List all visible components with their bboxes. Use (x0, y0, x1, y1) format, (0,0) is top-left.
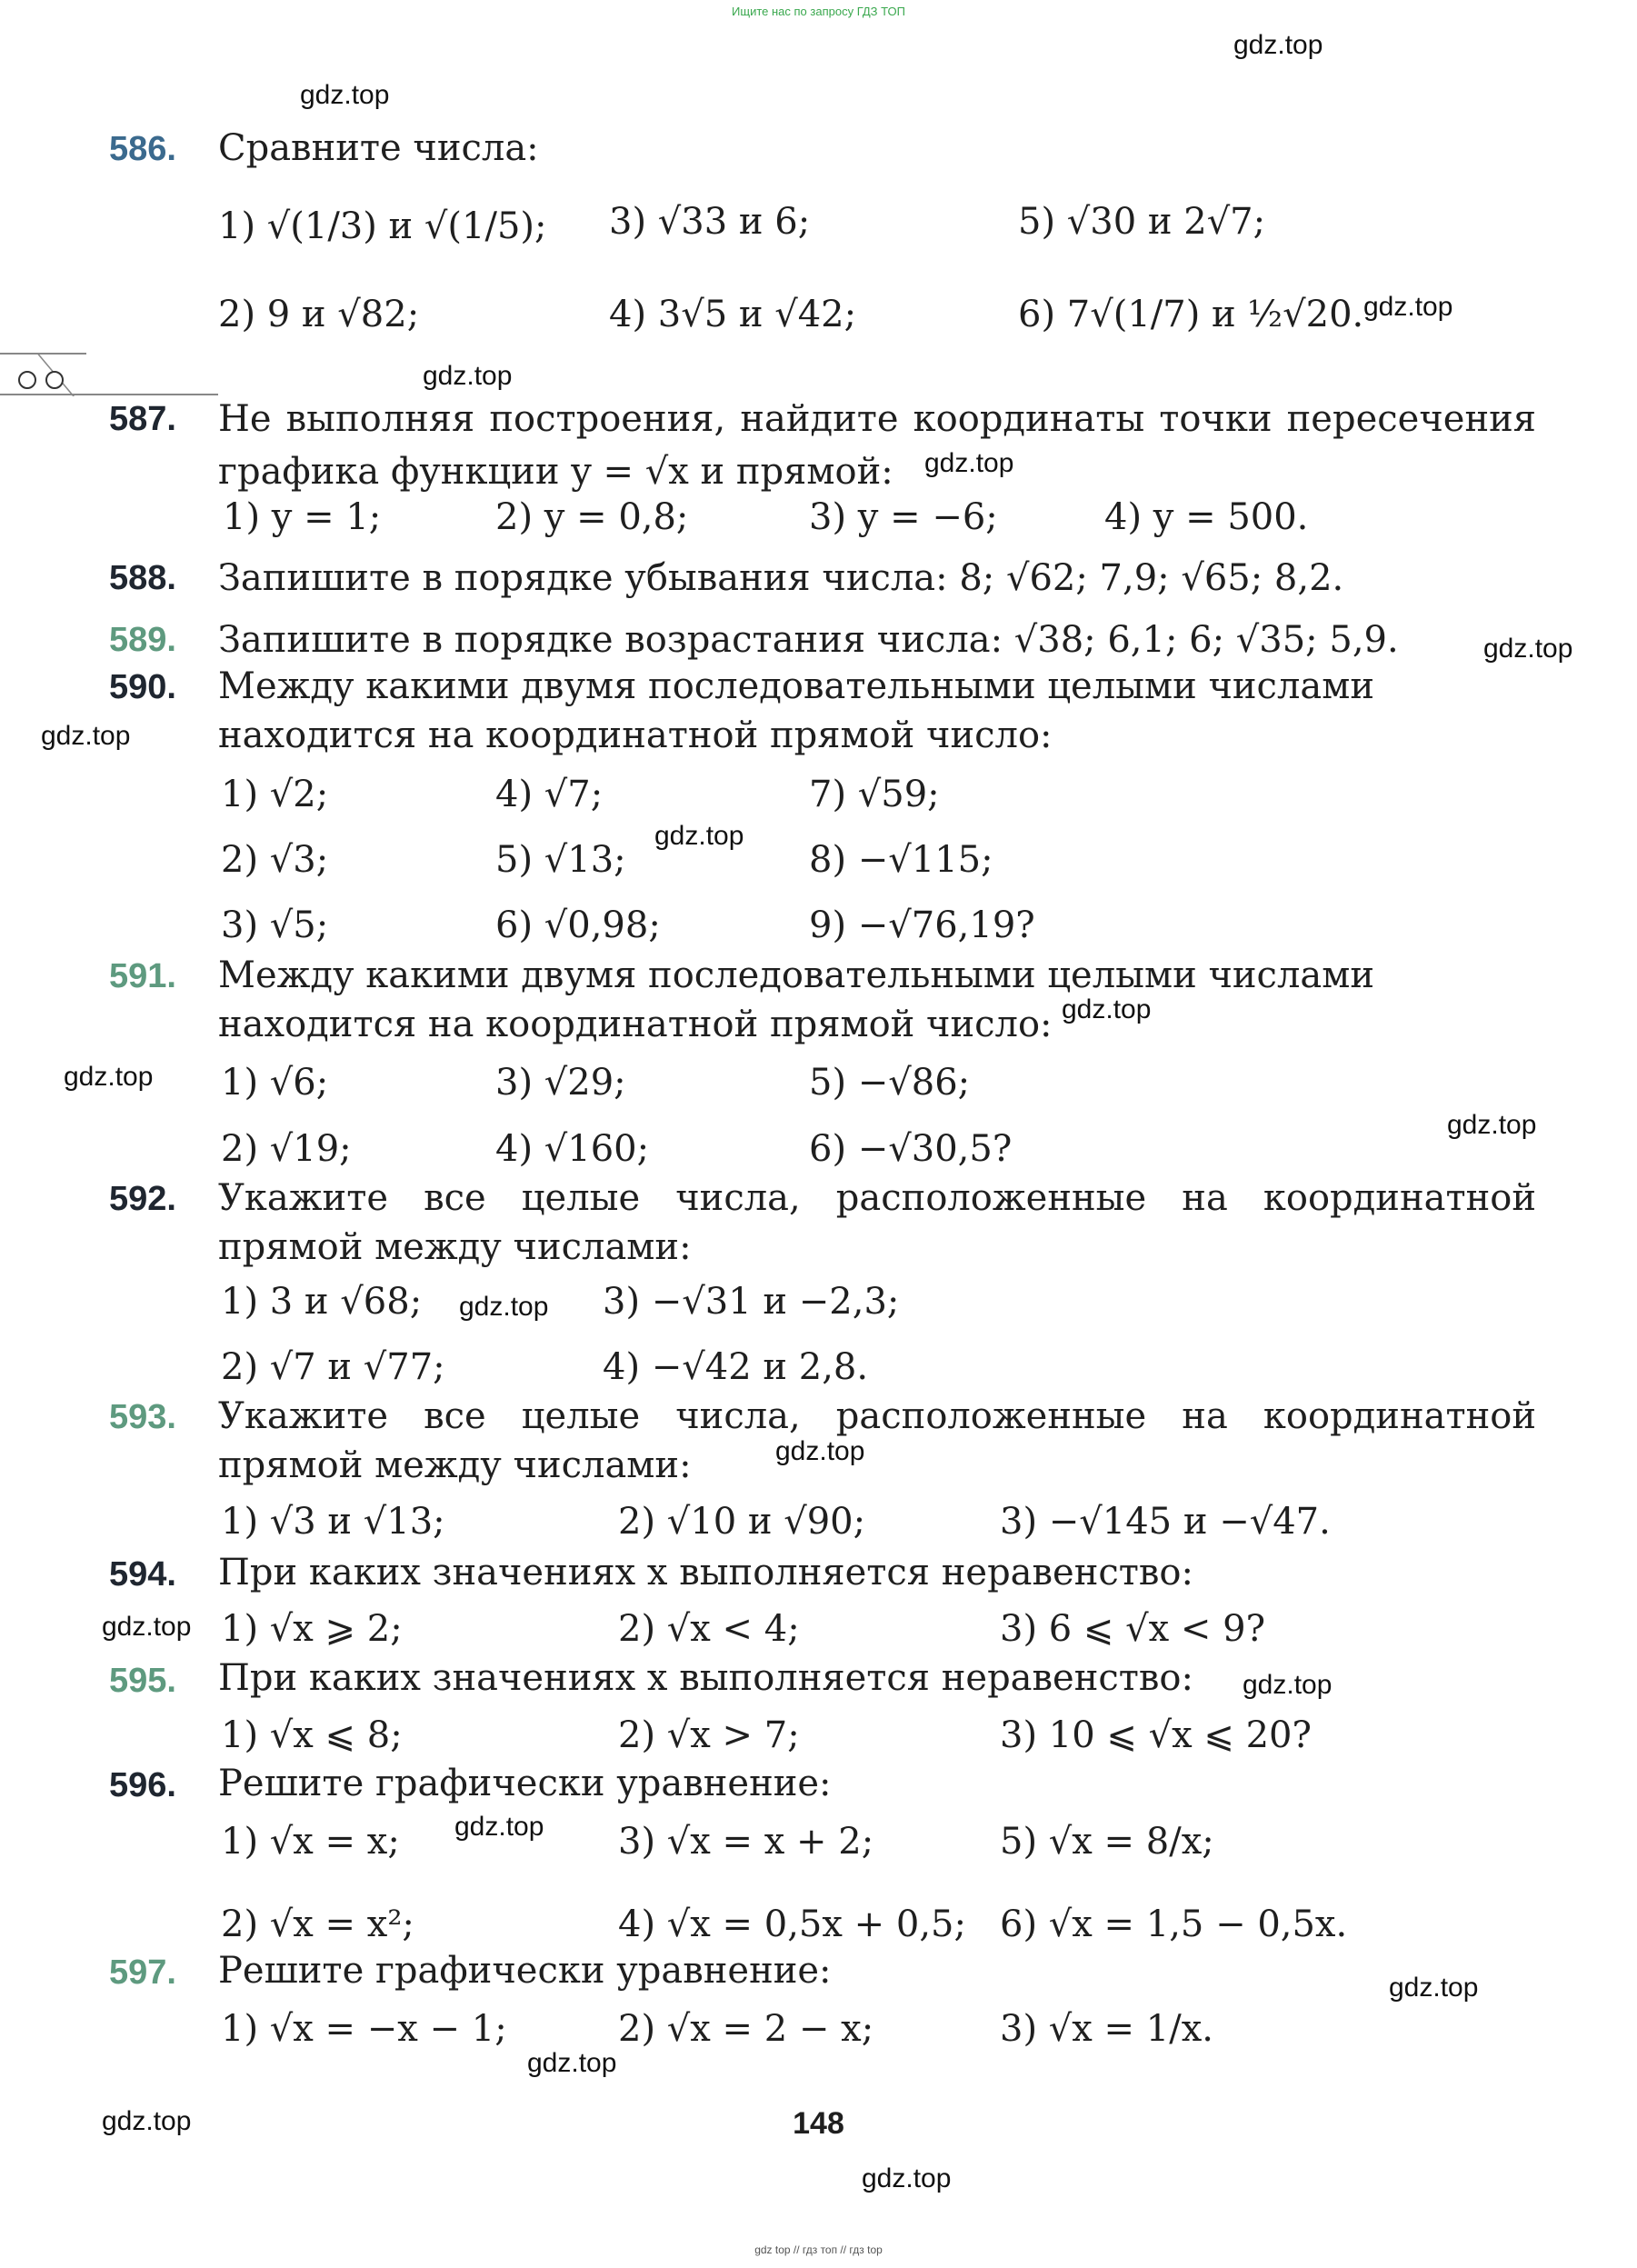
problem-item: 4) √7; (495, 774, 604, 815)
problem-item: 5) √30 и 2√7; (1018, 201, 1266, 243)
watermark: gdz.top (459, 1292, 549, 1322)
problem-item: 1) √3 и √13; (221, 1501, 445, 1543)
problem-title: Между какими двумя последовательными целыми числами находится на координатной прямой число: (218, 954, 1374, 1045)
problem-item: 4) √160; (495, 1128, 650, 1170)
problem-number: 587. (109, 400, 176, 438)
problem-title: Решите графически уравнение: (218, 1950, 832, 1992)
problem-item: 4) 3√5 и √42; (609, 294, 857, 335)
watermark: gdz.top (102, 1612, 192, 1642)
problem-item: 3) √33 и 6; (609, 201, 811, 243)
watermark: gdz.top (527, 2048, 617, 2078)
problem-item: 6) √x = 1,5 − 0,5x. (1000, 1903, 1348, 1945)
problem-title: Решите графически уравнение: (218, 1763, 832, 1804)
circle-icon (18, 371, 36, 389)
problem-title: Укажите все целые числа, расположенные на координатной прямой между числами: (218, 1177, 1536, 1268)
top-banner[interactable]: Ищите нас по запросу ГДЗ ТОП (732, 5, 905, 18)
problem-number: 591. (109, 957, 176, 995)
problem-item: 6) −√30,5? (809, 1128, 1013, 1170)
problem-item: 1) √2; (221, 774, 329, 815)
problem-item: 1) √x ⩾ 2; (221, 1608, 403, 1650)
problem-item: 1) √6; (221, 1062, 329, 1104)
problem-number: 594. (109, 1555, 176, 1594)
difficulty-marker (0, 353, 218, 398)
problem-item: 2) √19; (221, 1128, 352, 1170)
problem-item: 3) √29; (495, 1062, 626, 1104)
problem-item: 3) 6 ⩽ √x < 9? (1000, 1608, 1266, 1650)
watermark: gdz.top (1233, 30, 1323, 60)
problem-number: 596. (109, 1766, 176, 1804)
watermark: gdz.top (862, 2163, 952, 2193)
watermark: gdz.top (102, 2106, 192, 2136)
problem-item: 5) −√86; (809, 1062, 971, 1104)
watermark: gdz.top (1062, 994, 1152, 1024)
problem-number: 586. (109, 130, 176, 168)
problem-title: Не выполняя построения, найдите координаты точки пересечения графика функции y = √x и прямой: (218, 398, 1536, 493)
watermark: gdz.top (924, 448, 1014, 478)
problem-item: 2) √x = x²; (221, 1903, 414, 1945)
problem-item: 2) √10 и √90; (618, 1501, 866, 1543)
watermark: gdz.top (1483, 634, 1573, 664)
problem-item: 3) √5; (221, 904, 329, 946)
watermark: gdz.top (64, 1062, 154, 1092)
problem-item: 2) √x = 2 − x; (618, 2008, 874, 2050)
problem-item: 4) −√42 и 2,8. (603, 1346, 869, 1388)
watermark: gdz.top (1389, 1973, 1479, 2003)
problem-number: 589. (109, 621, 176, 659)
problem-item: 4) y = 500. (1104, 496, 1309, 538)
problem-number: 597. (109, 1953, 176, 1992)
problem-item: 3) 10 ⩽ √x ⩽ 20? (1000, 1714, 1312, 1756)
problem-item: 2) √7 и √77; (221, 1346, 445, 1388)
watermark: gdz.top (300, 80, 390, 110)
problem-item: 1) √x = −x − 1; (221, 2008, 507, 2050)
problem-item: 7) √59; (809, 774, 940, 815)
problem-item: 2) √x < 4; (618, 1608, 800, 1650)
problem-title: Сравните числа: (218, 127, 539, 169)
problem-item: 3) −√145 и −√47. (1000, 1501, 1331, 1543)
problem-title: Запишите в порядке убывания числа: 8; √62; 7,9; √65; 8,2. (218, 557, 1344, 599)
watermark: gdz.top (654, 821, 744, 851)
problem-number: 595. (109, 1662, 176, 1700)
problem-title: Укажите все целые числа, расположенные на координатной прямой между числами: (218, 1395, 1536, 1486)
problem-item: 1) √x ⩽ 8; (221, 1714, 403, 1756)
watermark: gdz.top (41, 721, 131, 751)
problem-item: 6) 7√(1/7) и ½√20. (1018, 294, 1364, 335)
problem-item: 4) √x = 0,5x + 0,5; (618, 1903, 966, 1945)
watermark: gdz.top (423, 361, 513, 391)
problem-item: 3) y = −6; (809, 496, 998, 538)
problem-item: 5) √13; (495, 839, 626, 881)
problem-title: При каких значениях x выполняется неравенство: (218, 1657, 1193, 1699)
problem-title: При каких значениях x выполняется неравенство: (218, 1552, 1193, 1594)
problem-item: 2) 9 и √82; (218, 294, 420, 335)
problem-number: 588. (109, 559, 176, 597)
problem-item: 1) 3 и √68; (221, 1281, 423, 1323)
watermark: gdz.top (775, 1436, 865, 1466)
watermark: gdz.top (1363, 292, 1453, 322)
problem-title: Запишите в порядке возрастания числа: √38; 6,1; 6; √35; 5,9. (218, 619, 1399, 661)
bottom-banner[interactable]: gdz top // гдз топ // гдз top (754, 2243, 883, 2256)
problem-item: 1) √x = x; (221, 1821, 400, 1863)
circle-icon (45, 371, 64, 389)
problem-item: 1) √(1/3) и √(1/5); (218, 205, 547, 247)
watermark: gdz.top (1243, 1670, 1333, 1700)
problem-number: 590. (109, 668, 176, 706)
problem-title: Между какими двумя последовательными целыми числами находится на координатной прямой число: (218, 665, 1374, 756)
watermark: gdz.top (1447, 1110, 1537, 1140)
problem-number: 592. (109, 1180, 176, 1218)
problem-number: 593. (109, 1398, 176, 1436)
problem-item: 6) √0,98; (495, 904, 661, 946)
problem-item: 3) √x = 1/x. (1000, 2008, 1213, 2050)
problem-item: 8) −√115; (809, 839, 993, 881)
page-number: 148 (793, 2106, 844, 2141)
problem-item: 3) −√31 и −2,3; (603, 1281, 900, 1323)
problem-item: 2) √x > 7; (618, 1714, 800, 1756)
problem-item: 5) √x = 8/x; (1000, 1821, 1214, 1863)
problem-item: 1) y = 1; (223, 496, 382, 538)
watermark: gdz.top (454, 1812, 544, 1842)
problem-item: 3) √x = x + 2; (618, 1821, 874, 1863)
problem-item: 2) √3; (221, 839, 329, 881)
problem-item: 9) −√76,19? (809, 904, 1035, 946)
problem-item: 2) y = 0,8; (495, 496, 689, 538)
